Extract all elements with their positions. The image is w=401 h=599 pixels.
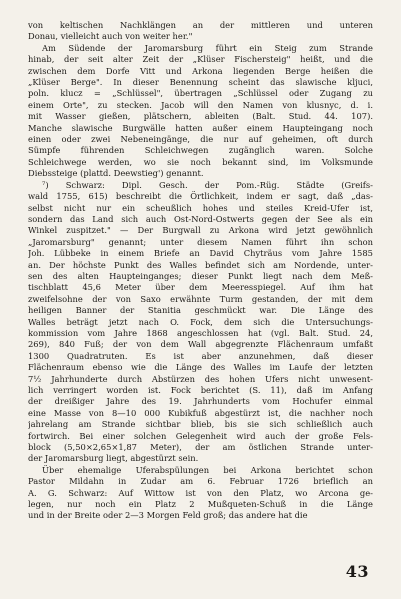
text-line: einen oder zwei Nebeneingänge, die nur auf geheimen, oft durch: [28, 134, 373, 145]
paragraph: [28, 43, 373, 180]
text-line: poln. klucz = „Schlüssel", übertragen „Schlüssel oder Zugang zu: [28, 88, 373, 99]
page-number: 43: [345, 562, 369, 581]
text-line: Schleichwege werden, wo sie noch bekannt sind, im Volksmunde: [28, 156, 373, 167]
page-text-body: [28, 20, 373, 522]
text-line: Über ehemalige Uferabspülungen bei Arkona berichtet schon: [42, 464, 373, 475]
text-line: zweifelsohne der von Saxo erwähnte Turm gestanden, der mit dem: [28, 293, 373, 304]
paragraph: [28, 180, 373, 465]
text-line: tischblatt 45,6 Meter über dem Meeresspiegel. Auf ihm hat: [28, 282, 373, 293]
text-line: Pastor Mildahn in Zudar am 6. Februar 1726 brieflich an: [28, 476, 373, 487]
paragraph: [28, 465, 373, 522]
text-line: Am Südende der Jaromarsburg führt ein Steig zum Strande: [42, 42, 373, 53]
text-line: Joh. Lübbeke in einem Briefe an David Chyträus vom Jahre 1585: [28, 248, 373, 259]
text-line: eine Masse von 8—10 000 Kubikfuß abgestürzt ist, die nachher noch: [28, 407, 373, 418]
text-line: sondern das Land sich auch Ost-Nord-Ostwerts gegen der See als ein: [28, 213, 373, 224]
text-line: Manche slawische Burgwälle hatten außer einem Haupteingang noch: [28, 122, 373, 133]
text-line: Winkel zuspitzet." — Der Burgwall zu Arkona wird jetzt gewöhnlich: [28, 225, 373, 236]
text-line: Flächenraum ebenso wie die Länge des Walles im Laufe der letzten: [28, 362, 373, 373]
text-line: wald 1755, 615) beschreibt die Örtlichkeit, indem er sagt, daß „das-: [28, 191, 373, 202]
text-line: 269), 840 Fuß; der von dem Wall abgegrenzte Flächenraum umfaßt: [28, 339, 373, 350]
text-line: von keltischen Nachklängen an der mittleren und unteren: [28, 20, 373, 30]
text-line: an. Der höchste Punkt des Walles befindet sich am Nordende, unter-: [28, 259, 373, 270]
text-line: Donau, vielleicht auch von weiter her.": [28, 31, 193, 42]
text-line: der dreißiger Jahre des 19. Jahrhunderts vom Hochufer einmal: [28, 396, 373, 407]
text-line: 1300 Quadratruten. Es ist aber anzunehmen, daß dieser: [28, 350, 373, 361]
text-line: jahrelang am Strande sichtbar blieb, bis sie sich schließlich auch: [28, 419, 373, 430]
text-line: lich verringert worden ist. Fock berichtet (S. 11), daß im Anfang: [28, 385, 373, 395]
text-line: zwischen dem Dorfe Vitt und Arkona liegenden Berge heißen die: [28, 65, 373, 76]
text-line: legen, nur noch ein Platz 2 Mußqueten-Schuß in die Länge: [28, 499, 373, 510]
text-line: und in der Breite oder 2—3 Morgen Feld groß; das andere hat die: [28, 510, 308, 521]
text-line: einem Orte", zu stecken. Jacob will den Namen von klusnyc, d. i.: [28, 99, 373, 110]
text-line: selbst nicht nur ein scheußlich hohes und steiles Kreid-Ufer ist,: [28, 202, 373, 213]
book-page: [28, 20, 373, 580]
text-line: „Jaromarsburg" genannt; unter diesem Namen führt ihn schon: [28, 236, 373, 247]
paragraph: [28, 20, 373, 43]
text-line: Sümpfe führenden Schleichwegen zugänglich waren. Solche: [28, 145, 373, 156]
text-line: sen des alten Haupteinganges; dieser Punkt liegt nach dem Meß-: [28, 270, 373, 281]
text-line: A. G. Schwarz: Auf Wittow ist von den Platz, wo Arcona ge-: [28, 487, 373, 498]
text-line: fortwirch. Bei einer solchen Gelegenheit wird auch der große Fels-: [28, 430, 373, 441]
text-line: Diebssteige (plattd. Deewstieg') genannt.: [28, 168, 204, 179]
text-line: 7½ Jahrhunderte durch Abstürzen des hohen Ufers nicht unwesent-: [28, 373, 373, 384]
text-line: block (5,50×2,65×1,87 Meter), der am östlichen Strande unter-: [28, 442, 373, 453]
text-line: kommission vom Jahre 1868 angeschlossen hat (vgl. Balt. Stud. 24,: [28, 327, 373, 338]
text-line: Walles beträgt jetzt nach O. Fock, dem sich die Untersuchungs-: [28, 316, 373, 327]
text-line: mit Wasser gießen, plätschern, ableiten (Balt. Stud. 44. 107).: [28, 111, 373, 122]
text-line: heiligen Banner der Stanitia geschmückt war. Die Länge des: [28, 305, 373, 316]
text-line: „Klüser Berge". In dieser Benennung scheint das slawische kljuci,: [28, 77, 373, 88]
text-line: der Jaromarsburg liegt, abgestürzt sein.: [28, 453, 199, 464]
text-line: ⁷) Schwarz: Dipl. Gesch. der Pom.-Rüg. Städte (Greifs-: [42, 179, 373, 190]
text-line: hinab, der seit alter Zeit der „Klüser Fischersteig" heißt, und die: [28, 54, 373, 65]
